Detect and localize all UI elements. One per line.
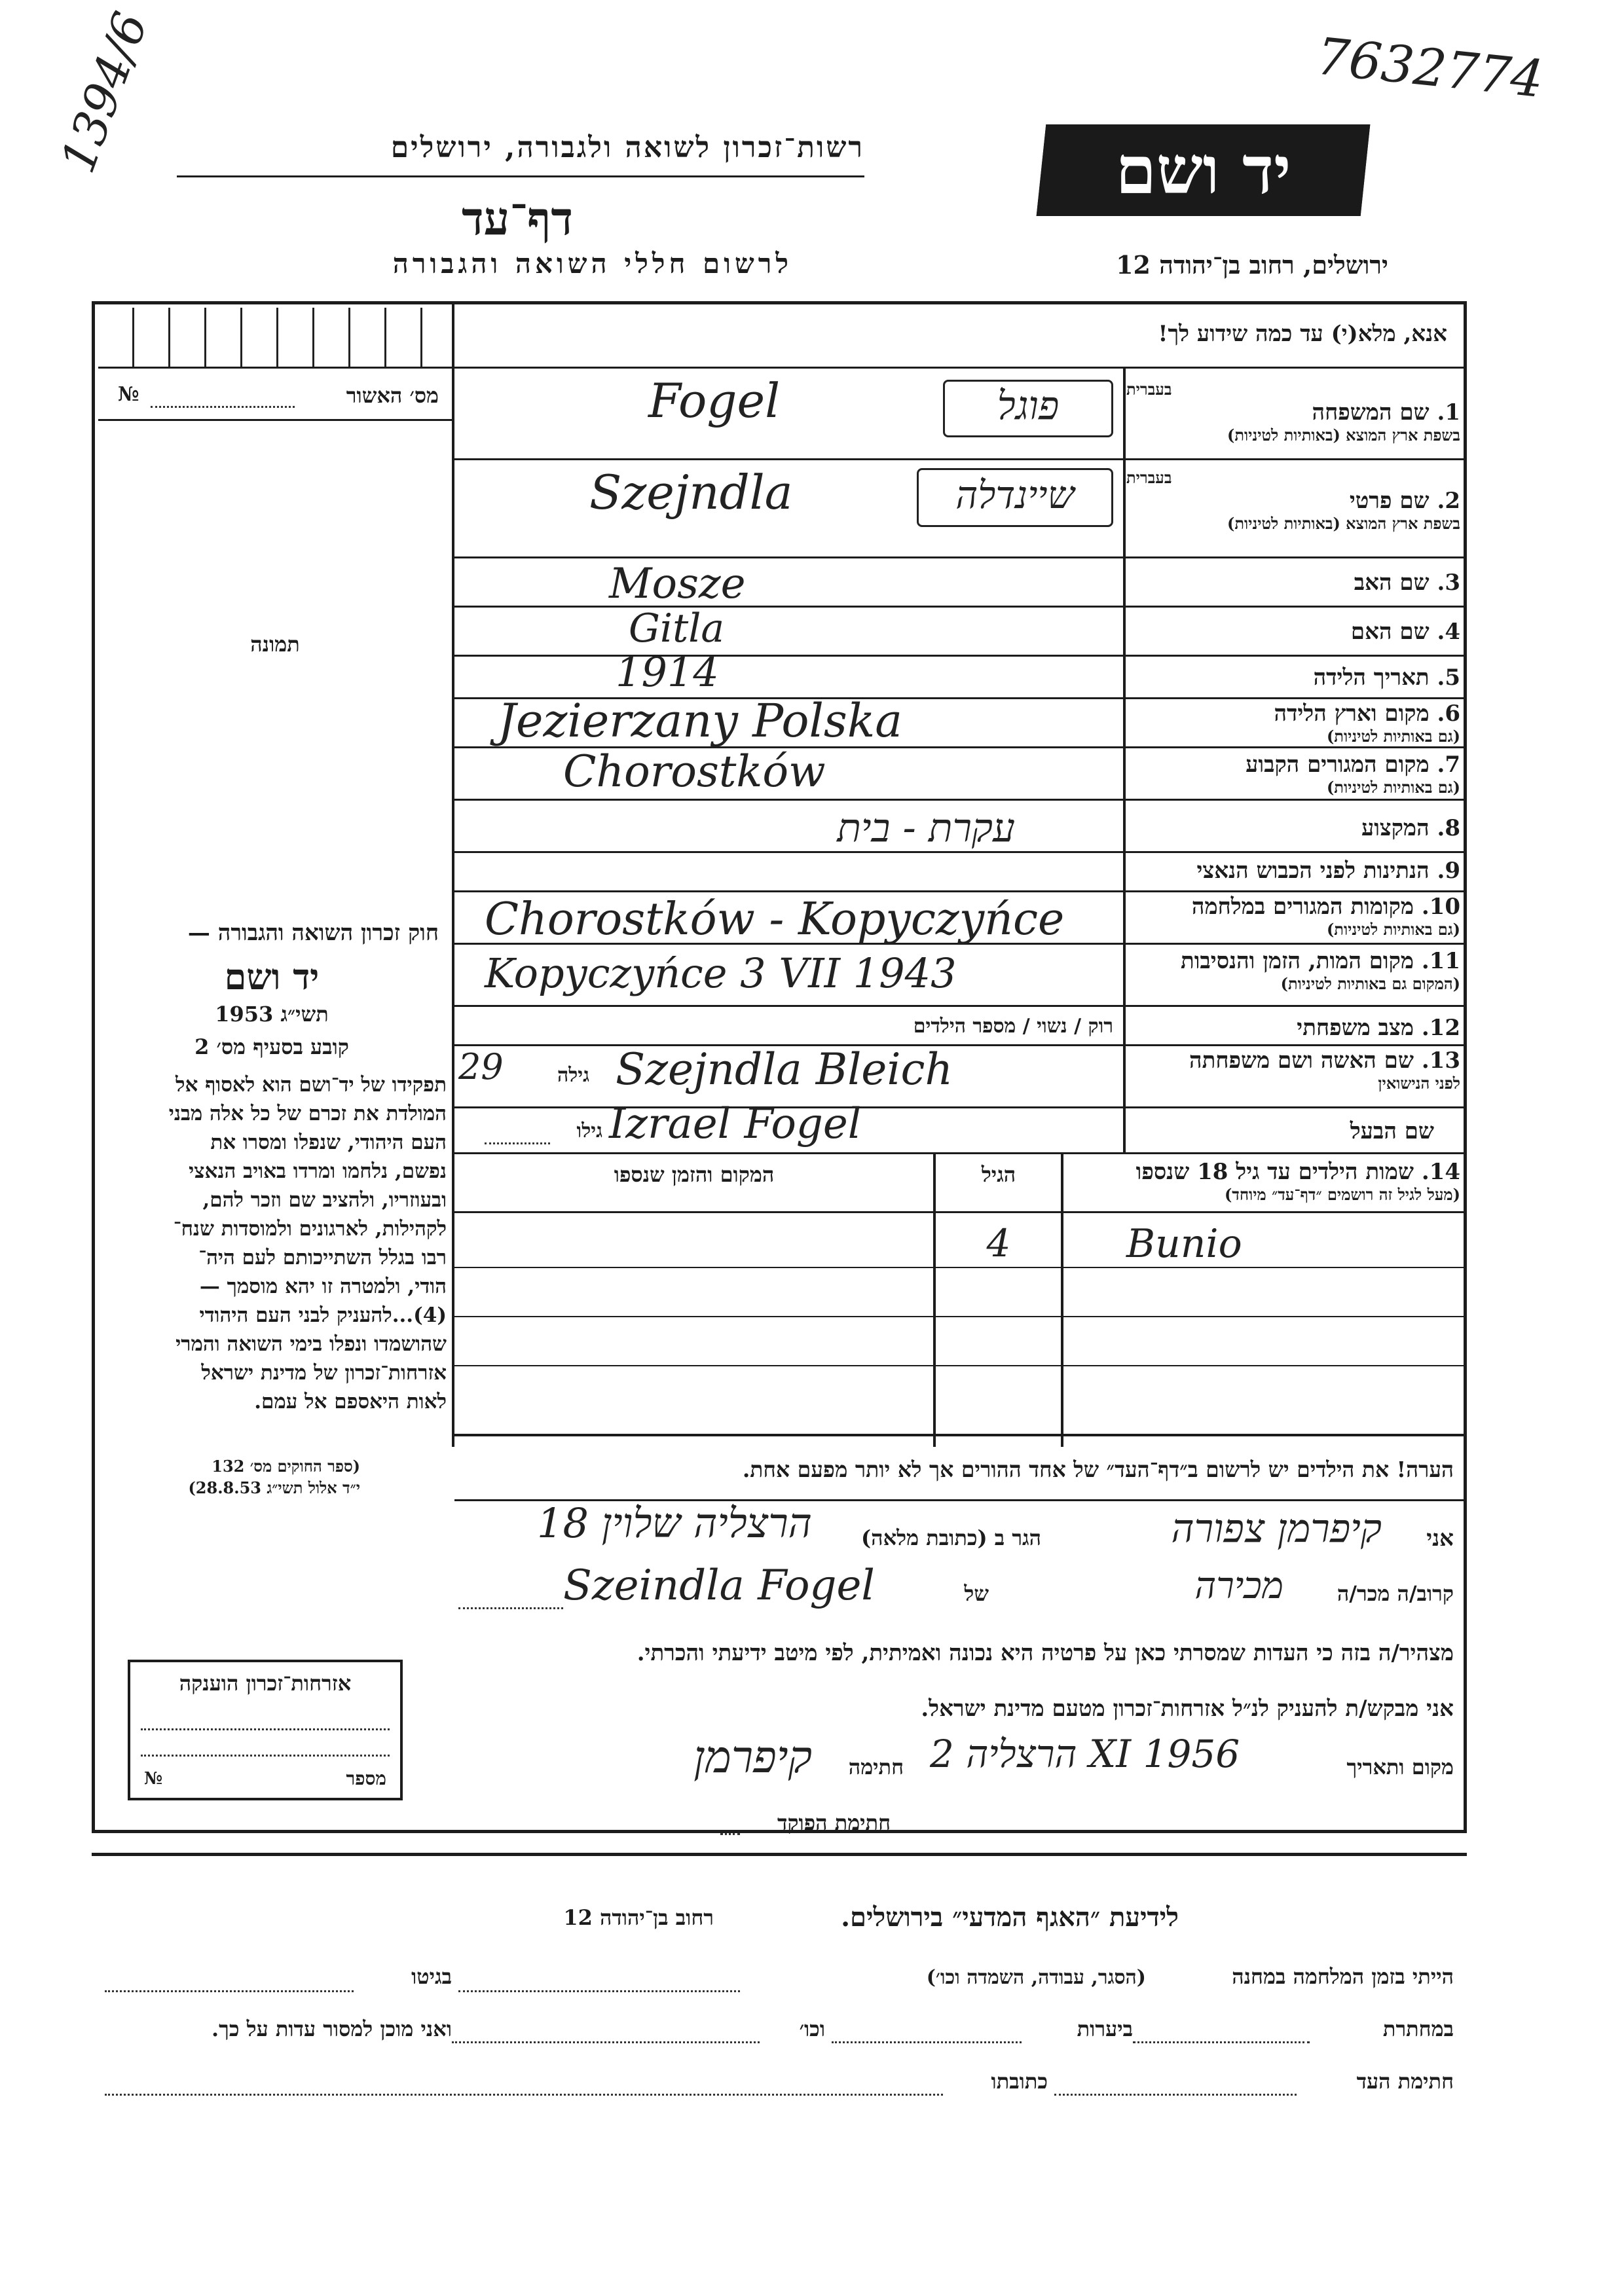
row-line	[454, 1005, 1467, 1007]
child-age: 4	[986, 1221, 1011, 1266]
husband-name: Izrael Fogel	[609, 1100, 862, 1148]
child-name: Bunio	[1126, 1221, 1242, 1267]
field-7-label	[1126, 752, 1460, 797]
bottom-line2-c: וכו׳	[799, 2016, 825, 2041]
field-label: 13. שם האשה ושם משפחתה	[1189, 1048, 1460, 1074]
law-line: (4)...להעניק לבני העם היהודי	[199, 1303, 447, 1327]
org-line: רשות־זכרון לשואה ולגבורה, ירושלים	[390, 131, 864, 164]
law-line: לאות היאספם אל עמם.	[254, 1390, 447, 1413]
row-line	[454, 556, 1467, 558]
children-bottom-line	[454, 1434, 1467, 1436]
law-year	[98, 1002, 445, 1027]
field-sublabel: (גם באותיות לטיניות)	[1326, 778, 1460, 797]
stamp-number: 7632774	[1314, 27, 1547, 110]
approval-no-dots	[151, 406, 295, 408]
archive-number: 1394/6	[50, 5, 158, 180]
bottom-title: לידיעת ״האגף המדעי״ בירושלים.	[841, 1902, 1179, 1933]
bottom-line1-b: (הסגר, עבודה, השמדה וכו׳)	[926, 1966, 1146, 1989]
bottom-line3-dots	[1054, 2094, 1297, 2096]
row-line	[454, 799, 1467, 801]
form-title: דף־עד	[461, 191, 573, 246]
citizenship-dots	[141, 1755, 390, 1757]
approval-no-label: מס׳ האשור	[346, 383, 439, 408]
law-line: שהושמדו ונפלו בימי השואה והמרי	[175, 1332, 447, 1356]
bottom-line1-dots-2	[105, 1990, 354, 1992]
law-name: יד ושם	[224, 956, 320, 998]
org-underline	[177, 175, 864, 177]
mother-name: Gitla	[629, 606, 725, 651]
law-ref-1: (ספר החוקים מס׳ 132	[212, 1457, 360, 1476]
field-label: 1. שם המשפחה	[1312, 399, 1460, 426]
citizenship-number-label: מספר	[346, 1768, 386, 1789]
law-line: הודי, ולמטרה זו יהא מוסמך —	[199, 1275, 447, 1298]
husband-age-label: גילו	[576, 1120, 602, 1142]
logo-text: יד ושם	[1115, 132, 1291, 209]
firstname-latin: Szejndla	[589, 465, 793, 520]
bottom-line3-b: כתובתו	[991, 2069, 1048, 2094]
place-date-label: מקום ותאריך	[1346, 1755, 1454, 1779]
note: הערה! את הילדים יש לרשום ב״דף־העד״ של אחד ההורים אך לא יותר מפעם אחת.	[742, 1457, 1454, 1482]
firstname-hebrew: שיינדלה	[955, 473, 1075, 517]
birth-date: 1914	[616, 648, 719, 696]
law-line: אזרחות־זכרון של מדינת ישראל	[201, 1361, 447, 1385]
field-sublabel: (המקום גם באותיות לטיניות)	[1280, 974, 1460, 993]
field-6-label	[1126, 701, 1460, 746]
wartime-residences: Chorostków - Kopyczyńce	[485, 894, 1065, 945]
bottom-line2-d: ואני מוכן למסור עדות על כך.	[211, 2016, 452, 2041]
form-subtitle: לרשום חללי השואה והגבורה	[392, 247, 792, 280]
row-line	[454, 655, 1467, 657]
marital-options: רוק / נשוי / מספר הילדים	[913, 1015, 1113, 1038]
field-sublabel: (גם באותיות לטיניות)	[1326, 727, 1460, 746]
row-line	[454, 851, 1467, 853]
children-header-line	[454, 1211, 1467, 1213]
bottom-line1-c: בגיטו	[411, 1964, 452, 1989]
law-line: ובעוזריו, ולהציב שם וזכר להם,	[202, 1188, 447, 1212]
law-title: חוק זכרון השואה והגבורה —	[187, 920, 439, 946]
field-2-label	[1126, 468, 1460, 534]
surname-latin: Fogel	[648, 373, 781, 428]
photo-strip-line	[98, 367, 452, 369]
field-13-label	[1126, 1048, 1460, 1093]
officer-signature-label: חתימת הפוקד	[777, 1810, 891, 1835]
field-3-label: 3. שם האב	[1354, 570, 1460, 596]
left-panel-divider	[452, 301, 454, 1447]
field-label: 6. מקום וארץ הלידה	[1274, 701, 1460, 727]
birth-place: Jezierzany Polska	[498, 694, 903, 748]
bottom-line1-a: הייתי בזמן המלחמה במחנה	[1232, 1964, 1454, 1989]
request: אני מבקש/ת להעניק לנ״ל אזרחות־זכרון מטעם מדינת ישראל.	[921, 1696, 1454, 1722]
declaration: מצהיר/ה בזה כי העדות שמסרתי כאן על פרטיה היא נכונה ואמיתית, לפי מיטב ידיעתי והכרתי.	[637, 1640, 1454, 1666]
law-line: לקהילות, לארגונים ולמוסדות שנח־	[173, 1217, 447, 1241]
field-1-label	[1126, 380, 1460, 445]
bottom-line1-dots	[458, 1990, 740, 1992]
husband-name-label: שם הבעל	[1350, 1118, 1434, 1144]
declarant-name: קיפרמן צפורה	[1171, 1506, 1382, 1552]
row-line	[454, 606, 1467, 608]
husband-age-dots	[485, 1142, 550, 1144]
children-row-line	[454, 1365, 1467, 1366]
field-sublabel: בשפת ארץ המוצא (באותיות לטיניות)	[1227, 514, 1460, 533]
occupation: עקרת - בית	[837, 805, 1015, 851]
citizenship-number-symbol: №	[144, 1769, 163, 1789]
law-line: המולדת את זכרם של כל אלה מבני	[168, 1102, 447, 1125]
of-dots	[458, 1607, 563, 1609]
field-label: 7. מקום המגורים הקבוע	[1246, 752, 1460, 778]
field-label: 10. מקומות המגורים במלחמה	[1191, 894, 1460, 920]
children-col-place: המקום והזמן שנספו	[614, 1162, 775, 1187]
row-line	[454, 890, 1467, 892]
surname-hebrew: פוגל	[997, 383, 1060, 429]
field-9-label: 9. הנתינות לפני הכבוש הנאצי	[1196, 858, 1460, 884]
signature-label: חתימה	[848, 1755, 904, 1779]
place-date: הרצליה 2 XI 1956	[930, 1732, 1240, 1776]
residence: Chorostków	[563, 746, 826, 797]
law-year-heb: תשי״ג	[280, 1002, 329, 1027]
bottom-line2-dots	[832, 2041, 1022, 2043]
law-line: רבו בגלל השתייכותם לעם היה־	[198, 1246, 447, 1269]
children-col-age: הגיל	[981, 1162, 1016, 1187]
declarant-i: אני	[1426, 1525, 1454, 1552]
officer-signature-dots	[720, 1833, 740, 1835]
children-row-line	[454, 1316, 1467, 1317]
law-line: תפקידו של יד־ושם הוא לאסוף אל	[175, 1073, 447, 1097]
bottom-line2-dots	[1133, 2041, 1310, 2043]
field-10-label	[1126, 894, 1460, 939]
field-4-label: 4. שם האם	[1350, 619, 1460, 645]
approval-no-symbol: №	[118, 383, 139, 406]
bottom-line3-a: חתימת העד	[1356, 2069, 1454, 2094]
law-line: העם היהודי, שנפלו ומסרו את	[210, 1131, 447, 1154]
of-label: של	[964, 1581, 989, 1606]
maiden-name: Szejndla Bleich	[616, 1044, 953, 1095]
declarant-resides-label: הגר ב (כתובת מלאה)	[861, 1525, 1041, 1550]
row-line	[454, 1152, 1467, 1154]
field-sublabel: לפני הנישואין	[1378, 1074, 1460, 1093]
value-column-line	[1123, 367, 1126, 1152]
children-title-text: 14. שמות הילדים עד גיל 18 שנספו	[1135, 1159, 1460, 1185]
bottom-line3-dots-2	[105, 2094, 943, 2096]
children-col-age-left	[933, 1152, 936, 1447]
field-11-label	[1126, 948, 1460, 994]
relation: מכירה	[1194, 1565, 1283, 1607]
law-section: קובע בסעיף מס׳ 2	[194, 1034, 349, 1059]
declarant-address: הרצליה שלוין 18	[537, 1499, 812, 1547]
instruction: אנא, מלא(י) עד כמה שידוע לך!	[1158, 321, 1447, 347]
children-title	[1067, 1159, 1460, 1205]
header-address: ירושלים, רחוב בן־יהודה 12	[1116, 250, 1388, 280]
approval-divider	[98, 419, 452, 421]
bottom-address: רחוב בן־יהודה 12	[563, 1905, 714, 1930]
hebrew-marker: בעברית	[1126, 468, 1172, 487]
bottom-line2-b: ביערות	[1077, 2016, 1133, 2041]
citizenship-title: אזרחות־זכרון הוענקה	[179, 1671, 352, 1696]
bottom-line2-dots	[452, 2041, 760, 2043]
law-text	[100, 1070, 447, 1416]
relative-label: קרוב/ה מכר/ה	[1337, 1581, 1454, 1606]
field-sublabel: (גם באותיות לטיניות)	[1326, 920, 1460, 939]
declarant-signature: קיפרמן	[693, 1732, 812, 1783]
children-subtitle: (מעל לגיל זה רושמים ״דף־עד״ מיוחד)	[1224, 1185, 1460, 1204]
header-row-line	[454, 367, 1467, 369]
death-place-time: Kopyczyńce 3 VII 1943	[485, 949, 957, 997]
hebrew-marker: בעברית	[1126, 380, 1172, 399]
children-col-age-right	[1061, 1152, 1063, 1447]
wife-age: 29	[458, 1046, 504, 1087]
law-ref-2: י״ד אלול תשי״ג 28.8.53)	[188, 1478, 360, 1497]
photo-label: תמונה	[250, 632, 300, 657]
bottom-line2-a: במחתרת	[1382, 2016, 1454, 2041]
citizenship-dots	[141, 1728, 390, 1730]
field-5-label: 5. תאריך הלידה	[1313, 665, 1460, 691]
field-sublabel: בשפת ארץ המוצא (באותיות לטיניות)	[1227, 426, 1460, 445]
field-8-label: 8. המקצוע	[1361, 815, 1460, 841]
children-row-line	[454, 1267, 1467, 1268]
law-line: נפשם, נלחמו ומרדו באויב הנאצי	[189, 1159, 447, 1183]
father-name: Mosze	[609, 560, 746, 608]
wife-age-label: גילה	[557, 1064, 589, 1087]
field-label: 2. שם פרטי	[1349, 488, 1460, 514]
row-line	[454, 458, 1467, 460]
photo-strip	[98, 308, 452, 367]
bottom-separator	[92, 1853, 1467, 1856]
of-person: Szeindla Fogel	[563, 1561, 875, 1610]
field-12-label: 12. מצב משפחתי	[1297, 1015, 1460, 1041]
field-label: 11. מקום המות, הזמן והנסיבות	[1180, 948, 1460, 974]
law-year-greg: 1953	[215, 1002, 274, 1027]
